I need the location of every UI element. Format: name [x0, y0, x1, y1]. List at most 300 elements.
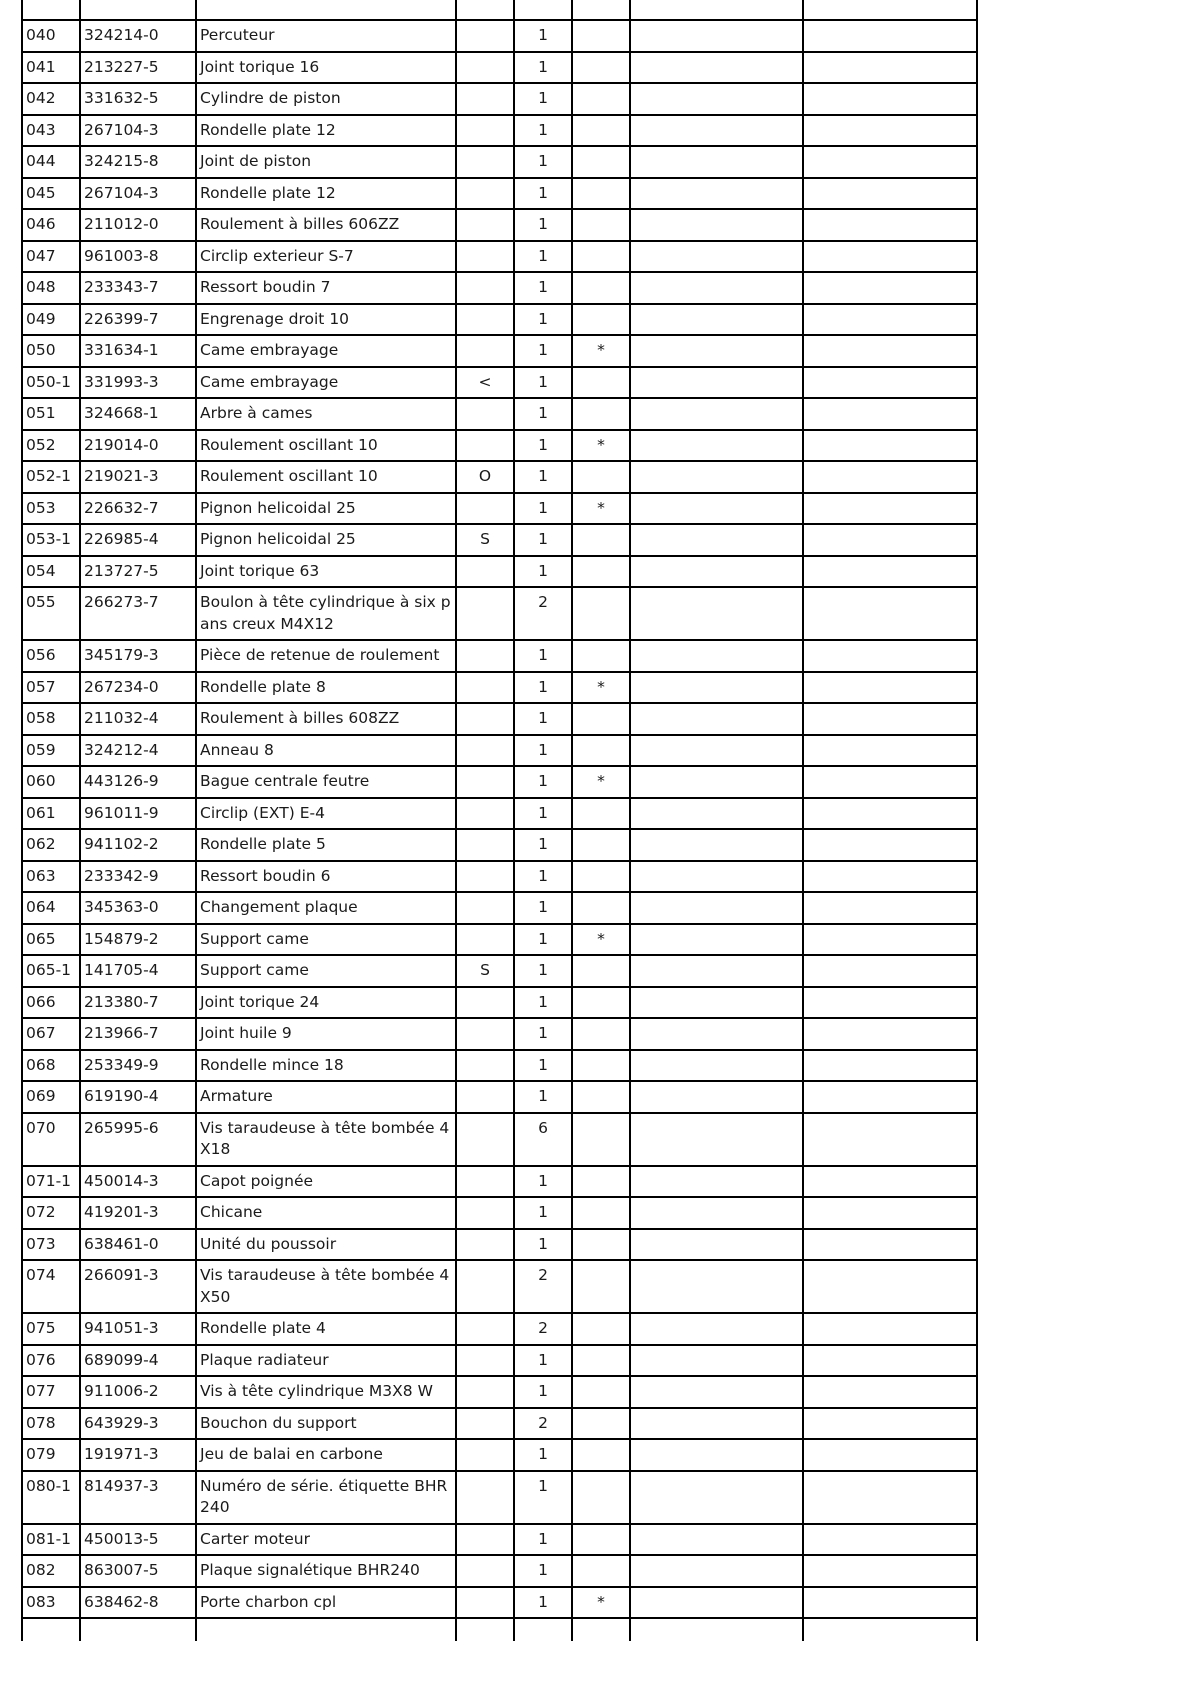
table-row — [22, 703, 977, 735]
note-cell — [456, 178, 514, 210]
part-number-cell: 080-1 — [22, 1471, 80, 1524]
table-row — [22, 146, 977, 178]
mark-cell — [572, 735, 630, 767]
quantity-cell: 1 — [514, 892, 572, 924]
empty-cell — [803, 524, 977, 556]
quantity-cell: 1 — [514, 1229, 572, 1261]
empty-cell — [630, 272, 803, 304]
mark-cell: * — [572, 766, 630, 798]
note-cell — [456, 335, 514, 367]
mark-cell — [572, 1408, 630, 1440]
table-row — [22, 1113, 977, 1166]
empty-cell — [630, 1555, 803, 1587]
quantity-cell: 1 — [514, 1081, 572, 1113]
mark-cell: * — [572, 1587, 630, 1619]
empty-cell — [803, 1229, 977, 1261]
quantity-cell: 1 — [514, 955, 572, 987]
empty-cell — [803, 398, 977, 430]
part-number-cell: 053-1 — [22, 524, 80, 556]
quantity-cell: 1 — [514, 524, 572, 556]
empty-cell — [514, 1618, 572, 1641]
table-row — [22, 524, 977, 556]
description-cell: Joint torique 16 — [196, 52, 456, 84]
empty-cell — [803, 955, 977, 987]
reference-cell: 324215-8 — [80, 146, 196, 178]
empty-cell — [630, 955, 803, 987]
empty-cell — [630, 798, 803, 830]
part-number-cell: 056 — [22, 640, 80, 672]
table-row — [22, 1471, 977, 1524]
mark-cell — [572, 1113, 630, 1166]
quantity-cell: 1 — [514, 115, 572, 147]
part-number-cell: 075 — [22, 1313, 80, 1345]
empty-cell — [803, 1408, 977, 1440]
mark-cell — [572, 1524, 630, 1556]
empty-cell — [630, 1018, 803, 1050]
description-cell: Armature — [196, 1081, 456, 1113]
empty-cell — [803, 1050, 977, 1082]
quantity-cell: 1 — [514, 430, 572, 462]
quantity-cell: 1 — [514, 1439, 572, 1471]
empty-cell — [630, 461, 803, 493]
mark-cell: * — [572, 335, 630, 367]
empty-cell — [630, 924, 803, 956]
table-row — [22, 1313, 977, 1345]
part-number-cell: 077 — [22, 1376, 80, 1408]
description-cell: Circlip exterieur S-7 — [196, 241, 456, 273]
description-cell: Support came — [196, 924, 456, 956]
reference-cell: 324214-0 — [80, 20, 196, 52]
table-row — [22, 861, 977, 893]
part-number-cell: 042 — [22, 83, 80, 115]
mark-cell — [572, 587, 630, 640]
note-cell — [456, 1555, 514, 1587]
quantity-cell: 1 — [514, 1345, 572, 1377]
empty-cell — [803, 735, 977, 767]
empty-cell — [630, 20, 803, 52]
table-row — [22, 892, 977, 924]
quantity-cell: 1 — [514, 798, 572, 830]
mark-cell — [572, 115, 630, 147]
part-number-cell: 055 — [22, 587, 80, 640]
empty-cell — [803, 640, 977, 672]
description-cell: Boulon à tête cylindrique à six pans creux M4X12 — [196, 587, 456, 640]
description-cell: Joint de piston — [196, 146, 456, 178]
table-row — [22, 798, 977, 830]
table-row — [22, 209, 977, 241]
quantity-cell: 1 — [514, 1166, 572, 1198]
part-number-cell: 073 — [22, 1229, 80, 1261]
table-row — [22, 1555, 977, 1587]
part-number-cell: 078 — [22, 1408, 80, 1440]
empty-cell — [630, 367, 803, 399]
part-number-cell: 064 — [22, 892, 80, 924]
note-cell — [456, 1050, 514, 1082]
mark-cell — [572, 1081, 630, 1113]
quantity-cell: 1 — [514, 367, 572, 399]
reference-cell: 213227-5 — [80, 52, 196, 84]
description-cell: Porte charbon cpl — [196, 1587, 456, 1619]
quantity-cell: 1 — [514, 735, 572, 767]
empty-cell — [630, 524, 803, 556]
empty-cell — [80, 1618, 196, 1641]
table-row — [22, 367, 977, 399]
description-cell: Capot poignée — [196, 1166, 456, 1198]
part-number-cell: 061 — [22, 798, 80, 830]
table-row — [22, 556, 977, 588]
reference-cell: 331993-3 — [80, 367, 196, 399]
note-cell — [456, 146, 514, 178]
table-row — [22, 493, 977, 525]
description-cell: Bouchon du support — [196, 1408, 456, 1440]
reference-cell: 345179-3 — [80, 640, 196, 672]
empty-cell — [630, 304, 803, 336]
description-cell: Rondelle plate 4 — [196, 1313, 456, 1345]
quantity-cell: 6 — [514, 1113, 572, 1166]
empty-cell — [803, 1313, 977, 1345]
note-cell — [456, 1197, 514, 1229]
description-cell: Joint torique 63 — [196, 556, 456, 588]
reference-cell: 450014-3 — [80, 1166, 196, 1198]
empty-cell — [630, 241, 803, 273]
empty-cell — [630, 556, 803, 588]
quantity-cell: 1 — [514, 209, 572, 241]
empty-cell — [803, 1587, 977, 1619]
description-cell: Circlip (EXT) E-4 — [196, 798, 456, 830]
reference-cell: 324212-4 — [80, 735, 196, 767]
quantity-cell: 2 — [514, 1313, 572, 1345]
empty-cell — [630, 1524, 803, 1556]
quantity-cell: 1 — [514, 861, 572, 893]
empty-cell — [630, 115, 803, 147]
mark-cell — [572, 892, 630, 924]
quantity-cell: 1 — [514, 640, 572, 672]
parts-list-sheet — [21, 0, 976, 1641]
empty-cell — [803, 304, 977, 336]
description-cell: Vis taraudeuse à tête bombée 4X18 — [196, 1113, 456, 1166]
empty-cell — [803, 861, 977, 893]
quantity-cell: 2 — [514, 1408, 572, 1440]
part-number-cell: 060 — [22, 766, 80, 798]
description-cell: Carter moteur — [196, 1524, 456, 1556]
mark-cell — [572, 52, 630, 84]
empty-cell — [803, 1439, 977, 1471]
part-number-cell: 067 — [22, 1018, 80, 1050]
empty-cell — [803, 1618, 977, 1641]
note-cell — [456, 1166, 514, 1198]
empty-cell — [803, 1166, 977, 1198]
quantity-cell: 1 — [514, 241, 572, 273]
empty-cell — [803, 20, 977, 52]
empty-cell — [803, 1113, 977, 1166]
empty-cell — [196, 1618, 456, 1641]
mark-cell — [572, 1229, 630, 1261]
description-cell: Roulement oscillant 10 — [196, 461, 456, 493]
table-row — [22, 1050, 977, 1082]
reference-cell: 814937-3 — [80, 1471, 196, 1524]
empty-cell — [803, 115, 977, 147]
part-number-cell: 083 — [22, 1587, 80, 1619]
note-cell — [456, 861, 514, 893]
mark-cell — [572, 1197, 630, 1229]
reference-cell: 450013-5 — [80, 1524, 196, 1556]
part-number-cell: 041 — [22, 52, 80, 84]
mark-cell — [572, 829, 630, 861]
empty-cell — [803, 335, 977, 367]
mark-cell — [572, 398, 630, 430]
mark-cell — [572, 640, 630, 672]
empty-cell — [803, 493, 977, 525]
mark-cell — [572, 1018, 630, 1050]
description-cell: Pignon helicoidal 25 — [196, 524, 456, 556]
note-cell — [456, 304, 514, 336]
description-cell: Chicane — [196, 1197, 456, 1229]
empty-cell — [630, 766, 803, 798]
description-cell: Rondelle plate 8 — [196, 672, 456, 704]
reference-cell: 961003-8 — [80, 241, 196, 273]
table-row — [22, 1439, 977, 1471]
table-row — [22, 430, 977, 462]
reference-cell: 141705-4 — [80, 955, 196, 987]
empty-cell — [803, 367, 977, 399]
reference-cell: 211012-0 — [80, 209, 196, 241]
reference-cell: 331634-1 — [80, 335, 196, 367]
part-number-cell: 050 — [22, 335, 80, 367]
description-cell: Vis taraudeuse à tête bombée 4X50 — [196, 1260, 456, 1313]
quantity-cell: 1 — [514, 83, 572, 115]
empty-cell — [803, 430, 977, 462]
empty-cell — [630, 1229, 803, 1261]
part-number-cell: 046 — [22, 209, 80, 241]
note-cell — [456, 987, 514, 1019]
reference-cell: 863007-5 — [80, 1555, 196, 1587]
note-cell — [456, 1471, 514, 1524]
description-cell: Rondelle plate 5 — [196, 829, 456, 861]
note-cell — [456, 272, 514, 304]
part-number-cell: 059 — [22, 735, 80, 767]
table-row — [22, 115, 977, 147]
table-row — [22, 1345, 977, 1377]
description-cell: Ressort boudin 6 — [196, 861, 456, 893]
quantity-cell: 1 — [514, 1587, 572, 1619]
empty-cell — [456, 1618, 514, 1641]
part-number-cell: 082 — [22, 1555, 80, 1587]
note-cell — [456, 20, 514, 52]
quantity-cell: 1 — [514, 924, 572, 956]
table-row — [22, 640, 977, 672]
empty-cell — [630, 703, 803, 735]
part-number-cell: 040 — [22, 20, 80, 52]
empty-cell — [803, 1471, 977, 1524]
part-number-cell: 053 — [22, 493, 80, 525]
mark-cell — [572, 1376, 630, 1408]
empty-cell — [630, 1260, 803, 1313]
note-cell — [456, 672, 514, 704]
note-cell — [456, 1345, 514, 1377]
reference-cell: 689099-4 — [80, 1345, 196, 1377]
reference-cell: 266091-3 — [80, 1260, 196, 1313]
quantity-cell: 2 — [514, 1260, 572, 1313]
quantity-cell: 1 — [514, 1197, 572, 1229]
quantity-cell: 1 — [514, 1376, 572, 1408]
description-cell: Changement plaque — [196, 892, 456, 924]
table-row — [22, 1408, 977, 1440]
empty-cell — [803, 587, 977, 640]
quantity-cell: 1 — [514, 672, 572, 704]
quantity-cell: 1 — [514, 556, 572, 588]
reference-cell: 443126-9 — [80, 766, 196, 798]
description-cell: Jeu de balai en carbone — [196, 1439, 456, 1471]
note-cell — [456, 766, 514, 798]
reference-cell: 961011-9 — [80, 798, 196, 830]
empty-cell — [630, 1113, 803, 1166]
quantity-cell: 2 — [514, 587, 572, 640]
table-row — [22, 398, 977, 430]
mark-cell — [572, 1313, 630, 1345]
empty-cell — [803, 1260, 977, 1313]
mark-cell: * — [572, 924, 630, 956]
reference-cell: 213380-7 — [80, 987, 196, 1019]
mark-cell — [572, 524, 630, 556]
empty-cell — [630, 430, 803, 462]
empty-cell — [630, 1439, 803, 1471]
reference-cell: 267104-3 — [80, 115, 196, 147]
reference-cell: 941102-2 — [80, 829, 196, 861]
description-cell: Engrenage droit 10 — [196, 304, 456, 336]
part-number-cell: 045 — [22, 178, 80, 210]
quantity-cell: 1 — [514, 146, 572, 178]
quantity-cell: 1 — [514, 52, 572, 84]
empty-cell — [803, 1197, 977, 1229]
note-cell — [456, 398, 514, 430]
empty-cell — [803, 1018, 977, 1050]
reference-cell: 213727-5 — [80, 556, 196, 588]
mark-cell — [572, 798, 630, 830]
reference-cell: 226985-4 — [80, 524, 196, 556]
note-cell — [456, 115, 514, 147]
mark-cell: * — [572, 430, 630, 462]
note-cell — [456, 1408, 514, 1440]
empty-cell — [630, 1345, 803, 1377]
empty-cell — [630, 587, 803, 640]
reference-cell: 638462-8 — [80, 1587, 196, 1619]
mark-cell — [572, 20, 630, 52]
table-top-edge-row — [22, 0, 977, 20]
note-cell — [456, 83, 514, 115]
part-number-cell: 066 — [22, 987, 80, 1019]
empty-cell — [803, 52, 977, 84]
note-cell — [456, 1524, 514, 1556]
part-number-cell: 049 — [22, 304, 80, 336]
empty-cell — [803, 798, 977, 830]
note-cell — [456, 1439, 514, 1471]
quantity-cell: 1 — [514, 398, 572, 430]
part-number-cell: 048 — [22, 272, 80, 304]
reference-cell: 226399-7 — [80, 304, 196, 336]
reference-cell: 331632-5 — [80, 83, 196, 115]
quantity-cell: 1 — [514, 304, 572, 336]
table-row — [22, 1197, 977, 1229]
table-row — [22, 272, 977, 304]
note-cell — [456, 1587, 514, 1619]
reference-cell: 219021-3 — [80, 461, 196, 493]
part-number-cell: 065 — [22, 924, 80, 956]
empty-cell — [572, 1618, 630, 1641]
mark-cell — [572, 861, 630, 893]
description-cell: Roulement oscillant 10 — [196, 430, 456, 462]
empty-cell — [630, 1618, 803, 1641]
mark-cell — [572, 1166, 630, 1198]
empty-cell — [630, 493, 803, 525]
mark-cell — [572, 1555, 630, 1587]
part-number-cell: 062 — [22, 829, 80, 861]
part-number-cell: 065-1 — [22, 955, 80, 987]
part-number-cell: 081-1 — [22, 1524, 80, 1556]
description-cell: Vis à tête cylindrique M3X8 W — [196, 1376, 456, 1408]
mark-cell — [572, 461, 630, 493]
part-number-cell: 074 — [22, 1260, 80, 1313]
part-number-cell: 043 — [22, 115, 80, 147]
empty-cell — [803, 766, 977, 798]
empty-cell — [630, 146, 803, 178]
empty-cell — [803, 83, 977, 115]
empty-cell — [803, 892, 977, 924]
note-cell — [456, 1229, 514, 1261]
note-cell — [456, 924, 514, 956]
note-cell — [456, 209, 514, 241]
empty-cell — [803, 1555, 977, 1587]
empty-cell — [803, 461, 977, 493]
table-row — [22, 1376, 977, 1408]
mark-cell — [572, 1260, 630, 1313]
empty-cell — [630, 987, 803, 1019]
empty-cell — [630, 1197, 803, 1229]
table-row — [22, 766, 977, 798]
quantity-cell: 1 — [514, 335, 572, 367]
reference-cell: 638461-0 — [80, 1229, 196, 1261]
part-number-cell: 058 — [22, 703, 80, 735]
mark-cell — [572, 703, 630, 735]
description-cell: Anneau 8 — [196, 735, 456, 767]
empty-cell — [803, 829, 977, 861]
note-cell — [456, 829, 514, 861]
empty-cell — [803, 556, 977, 588]
table-row — [22, 735, 977, 767]
quantity-cell: 1 — [514, 1018, 572, 1050]
note-cell — [456, 430, 514, 462]
note-cell — [456, 556, 514, 588]
description-cell: Joint torique 24 — [196, 987, 456, 1019]
table-row — [22, 461, 977, 493]
note-cell: S — [456, 524, 514, 556]
reference-cell: 619190-4 — [80, 1081, 196, 1113]
quantity-cell: 1 — [514, 178, 572, 210]
table-row — [22, 587, 977, 640]
empty-cell — [630, 1408, 803, 1440]
table-row — [22, 1229, 977, 1261]
part-number-cell: 047 — [22, 241, 80, 273]
part-number-cell: 063 — [22, 861, 80, 893]
note-cell: O — [456, 461, 514, 493]
reference-cell: 233343-7 — [80, 272, 196, 304]
quantity-cell: 1 — [514, 703, 572, 735]
empty-cell — [630, 335, 803, 367]
reference-cell: 266273-7 — [80, 587, 196, 640]
empty-cell — [803, 1376, 977, 1408]
table-row — [22, 1260, 977, 1313]
empty-cell — [803, 241, 977, 273]
reference-cell: 219014-0 — [80, 430, 196, 462]
